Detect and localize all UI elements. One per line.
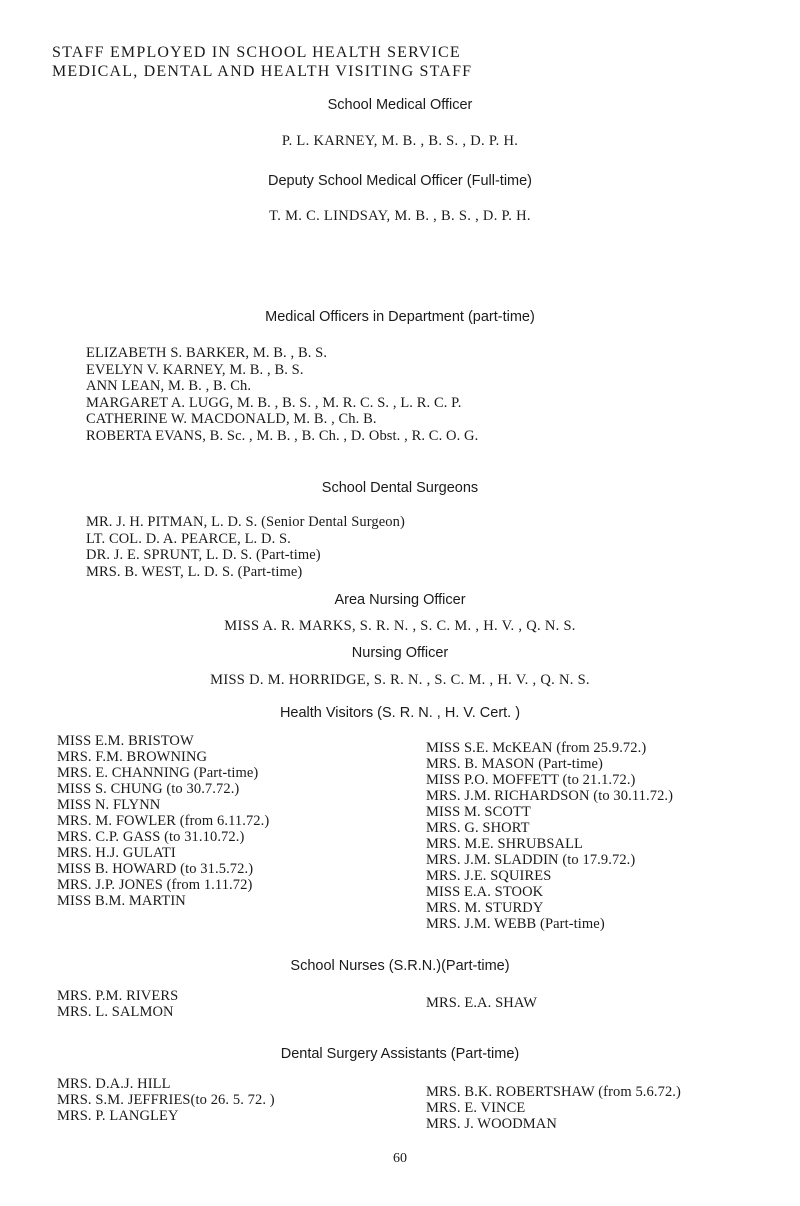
list-item: ELIZABETH S. BARKER, M. B. , B. S. (86, 345, 328, 361)
dental-assistants-heading: Dental Surgery Assistants (Part-time) (280, 1046, 520, 1062)
list-item: MRS. J.E. SQUIRES (426, 868, 552, 884)
deputy-medical-officer-name: T. M. C. LINDSAY, M. B. , B. S. , D. P. H. (269, 208, 531, 224)
medical-officers-list (86, 345, 478, 444)
list-item: MRS. J.M. RICHARDSON (to 30.11.72.) (426, 788, 674, 804)
list-item: MRS. M.E. SHRUBSALL (426, 836, 584, 852)
school-medical-officer-heading: School Medical Officer (327, 97, 473, 113)
school-nurses-right-list (426, 995, 537, 1011)
list-item: MR. J. H. PITMAN, L. D. S. (Senior Dental Surgeon) (86, 514, 405, 530)
list-item: MRS. G. SHORT (426, 820, 530, 836)
list-item: MRS. M. FOWLER (from 6.11.72.) (57, 813, 270, 829)
school-nurses-heading: School Nurses (S.R.N.)(Part-time) (290, 958, 510, 974)
list-item: MRS. F.M. BROWNING (57, 749, 208, 765)
list-item: MRS. D.A.J. HILL (57, 1076, 171, 1092)
list-item: MISS P.O. MOFFETT (to 21.1.72.) (426, 772, 636, 788)
list-item: MISS S.E. McKEAN (from 25.9.72.) (426, 740, 647, 756)
nursing-officer-name: MISS D. M. HORRIDGE, S. R. N. , S. C. M. , H. V. , Q. N. S. (210, 672, 590, 688)
list-item: MISS M. SCOTT (426, 804, 531, 820)
list-item: MRS. J. WOODMAN (426, 1116, 557, 1132)
deputy-medical-officer-heading: Deputy School Medical Officer (Full-time) (267, 173, 533, 189)
list-item: MRS. C.P. GASS (to 31.10.72.) (57, 829, 245, 845)
list-item: MRS. P.M. RIVERS (57, 988, 179, 1004)
area-nursing-officer-heading: Area Nursing Officer (334, 592, 466, 608)
nursing-officer-heading: Nursing Officer (351, 645, 449, 661)
list-item: MRS. B. WEST, L. D. S. (Part-time) (86, 563, 303, 580)
list-item: MRS. E. VINCE (426, 1100, 526, 1116)
health-visitors-heading: Health Visitors (S. R. N. , H. V. Cert. ) (279, 705, 521, 721)
list-item: ROBERTA EVANS, B. Sc. , M. B. , B. Ch. , D. Obst. , R. C. O. G. (86, 427, 479, 444)
list-item: MRS. J.M. SLADDIN (to 17.9.72.) (426, 852, 636, 868)
list-item: MRS. E.A. SHAW (426, 995, 538, 1011)
list-item: MISS N. FLYNN (57, 797, 161, 813)
list-item: MRS. S.M. JEFFRIES(to 26. 5. 72. ) (57, 1092, 275, 1108)
list-item: MRS. J.P. JONES (from 1.11.72) (57, 877, 253, 893)
list-item: MRS. E. CHANNING (Part-time) (57, 765, 259, 781)
list-item: ANN LEAN, M. B. , B. Ch. (86, 378, 252, 394)
list-item: MISS B. HOWARD (to 31.5.72.) (57, 861, 254, 877)
medical-officers-heading: Medical Officers in Department (part-time) (265, 309, 535, 325)
list-item: MISS S. CHUNG (to 30.7.72.) (57, 781, 240, 797)
list-item: MRS. B. MASON (Part-time) (426, 756, 603, 772)
school-nurses-left-list (57, 988, 178, 1020)
list-item: MISS E.M. BRISTOW (57, 733, 194, 749)
dental-surgeons-heading: School Dental Surgeons (321, 480, 479, 496)
list-item: MRS. L. SALMON (57, 1004, 174, 1020)
list-item: LT. COL. D. A. PEARCE, L. D. S. (86, 530, 291, 547)
list-item: MARGARET A. LUGG, M. B. , B. S. , M. R. C. S. , L. R. C. P. (86, 394, 462, 411)
list-item: CATHERINE W. MACDONALD, M. B. , Ch. B. (86, 411, 377, 427)
list-item: DR. J. E. SPRUNT, L. D. S. (Part-time) (86, 547, 321, 563)
title-line-1: STAFF EMPLOYED IN SCHOOL HEALTH SERVICE (52, 44, 461, 61)
list-item: MISS B.M. MARTIN (57, 893, 186, 909)
list-item: MRS. H.J. GULATI (57, 845, 176, 861)
title-line-2: MEDICAL, DENTAL AND HEALTH VISITING STAFF (52, 63, 473, 80)
list-item: EVELYN V. KARNEY, M. B. , B. S. (86, 361, 304, 378)
area-nursing-officer-name: MISS A. R. MARKS, S. R. N. , S. C. M. , H. V. , Q. N. S. (224, 618, 576, 634)
list-item: MRS. J.M. WEBB (Part-time) (426, 916, 605, 932)
list-item: MISS E.A. STOOK (426, 884, 544, 900)
list-item: MRS. P. LANGLEY (57, 1108, 179, 1124)
page-number: 60 (393, 1151, 407, 1166)
school-medical-officer-name: P. L. KARNEY, M. B. , B. S. , D. P. H. (281, 133, 519, 149)
list-item: MRS. M. STURDY (426, 900, 544, 916)
dental-assistants-right-list (426, 1084, 681, 1132)
health-visitors-right-list (426, 740, 673, 932)
dental-surgeons-list (86, 514, 405, 580)
dental-assistants-left-list (57, 1076, 275, 1124)
health-visitors-left-list (57, 733, 269, 909)
list-item: MRS. B.K. ROBERTSHAW (from 5.6.72.) (426, 1084, 681, 1100)
